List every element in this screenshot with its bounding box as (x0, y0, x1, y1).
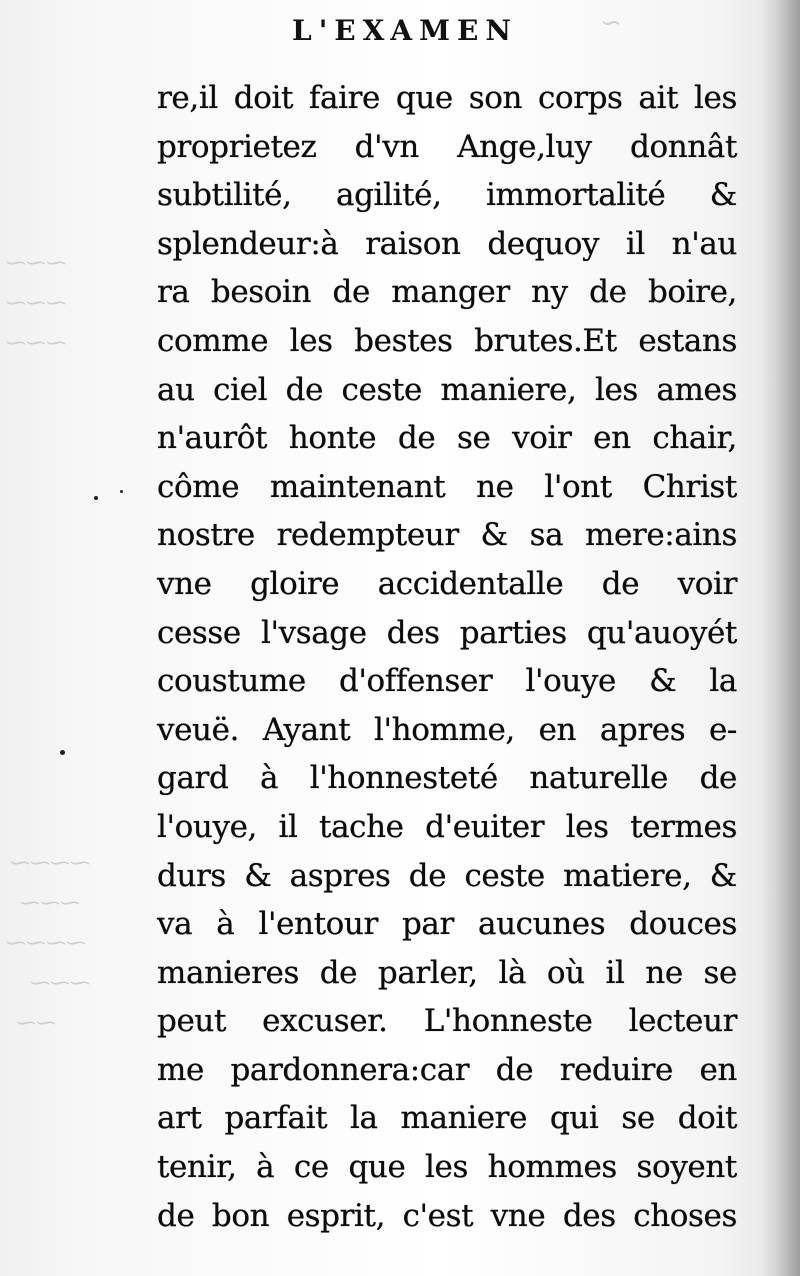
text-line: splendeur:à raison dequoy il n'au (157, 225, 737, 262)
body-text (157, 74, 737, 1240)
show-through-mark: ⁓⁓⁓⁓ (10, 850, 90, 874)
show-through-mark: ⁓⁓⁓ (30, 970, 90, 994)
text-line: coustume d'offenser l'ouye & la (157, 663, 737, 700)
text-line: nostre redempteur & sa mere:ains (157, 517, 737, 554)
text-line: tenir, à ce que les hommes soyent (157, 1149, 737, 1186)
text-line: subtilité, agilité, immortalité & (157, 177, 737, 214)
show-through-mark: ⁓⁓ (16, 1010, 56, 1034)
text-line: art parfait la maniere qui se doit (157, 1100, 737, 1137)
show-through-mark: ⁓⁓⁓ (20, 890, 80, 914)
text-line: me pardonnera:car de reduire en (157, 1051, 737, 1088)
text-line: va à l'entour par aucunes douces (157, 906, 737, 943)
ink-speck (120, 490, 123, 493)
text-line: de bon esprit, c'est vne des choses (157, 1197, 737, 1234)
text-line: manieres de parler, là où il ne se (157, 954, 737, 991)
text-line: comme les bestes brutes.Et estans (157, 322, 737, 359)
text-line: re,il doit faire que son corps ait les (157, 80, 737, 116)
show-through-mark: ⁓⁓⁓ (6, 290, 66, 314)
show-through-mark: ⁓⁓⁓ (6, 330, 66, 354)
text-line: peut excuser. L'honneste lecteur (157, 1003, 737, 1040)
text-line: veuë. Ayant l'homme, en apres e- (157, 711, 737, 748)
text-line: cesse l'vsage des parties qu'auoyét (157, 614, 737, 651)
ink-speck (94, 496, 98, 500)
text-line: vne gloire accidentalle de voir (157, 565, 737, 602)
text-line: ra besoin de manger ny de boire, (157, 274, 737, 311)
text-line: durs & aspres de ceste matiere, & (157, 857, 737, 894)
text-line: l'ouye, il tache d'euiter les termes (157, 808, 737, 845)
page-edge-shadow (760, 0, 800, 1276)
show-through-mark: ⁓⁓⁓⁓ (6, 930, 86, 954)
show-through-mark: ⁓⁓⁓ (6, 250, 66, 274)
ink-speck (60, 750, 65, 755)
text-line: proprietez d'vn Ange,luy donnât (157, 128, 737, 165)
text-line: gard à l'honnesteté naturelle de (157, 760, 737, 797)
text-line: au ciel de ceste maniere, les ames (157, 371, 737, 408)
text-line: n'aurôt honte de se voir en chair, (157, 420, 737, 457)
running-head: L'EXAMEN (292, 14, 518, 47)
text-line: côme maintenant ne l'ont Christ (157, 468, 737, 505)
show-through-mark: ~ (600, 8, 622, 38)
